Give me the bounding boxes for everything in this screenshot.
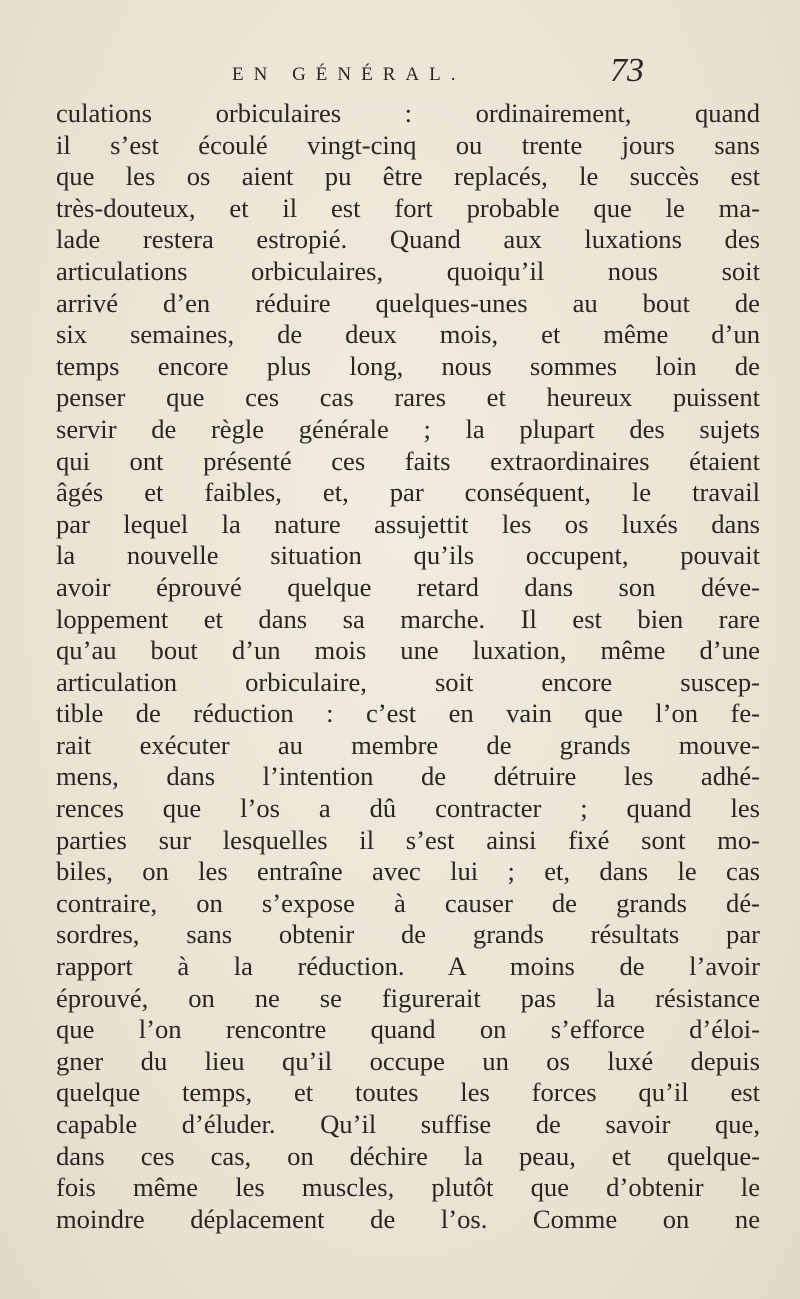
text-line: arrivé d’en réduire quelques-unes au bout de [56,287,760,318]
text-line: que les os aient pu être replacés, le succès est [56,161,760,192]
text-line: la nouvelle situation qu’ils occupent, pouvait [56,540,760,571]
text-line: gner du lieu qu’il occupe un os luxé depuis [56,1045,760,1076]
text-line: dans ces cas, on déchire la peau, et quelque- [56,1140,760,1171]
text-line: contraire, on s’expose à causer de grands dé- [56,887,760,918]
text-line: six semaines, de deux mois, et même d’un [56,319,760,350]
text-line: qu’au bout d’un mois une luxation, même d’une [56,635,760,666]
text-line: loppement et dans sa marche. Il est bien rare [56,603,760,634]
text-line: sordres, sans obtenir de grands résultats par [56,919,760,950]
page-number: 73 [610,52,644,89]
text-line: penser que ces cas rares et heureux puissent [56,382,760,413]
text-line: rait exécuter au membre de grands mouve- [56,729,760,760]
text-line: quelque temps, et toutes les forces qu’il est [56,1077,760,1108]
text-line: tible de réduction : c’est en vain que l’on fe- [56,698,760,729]
text-line: capable d’éluder. Qu’il suffise de savoir que, [56,1109,760,1139]
text-line: par lequel la nature assujettit les os luxés dans [56,508,760,539]
text-line: articulation orbiculaire, soit encore suscep- [56,666,760,697]
text-line: rapport à la réduction. A moins de l’avoir [56,951,760,982]
text-line: éprouvé, on ne se figurerait pas la résistance [56,982,760,1013]
running-head [232,52,644,92]
text-line: mens, dans l’intention de détruire les adhé- [56,761,760,792]
body-text [56,98,760,1235]
text-line: servir de règle générale ; la plupart des sujets [56,413,760,444]
text-line: parties sur lesquelles il s’est ainsi fixé sont mo- [56,824,760,855]
text-line: moindre déplacement de l’os. Comme on ne [56,1203,760,1234]
text-line: culations orbiculaires : ordinairement, quand [56,98,760,128]
running-title: EN GÉNÉRAL. [232,64,466,85]
text-line: articulations orbiculaires, quoiqu’il nous soit [56,255,760,286]
text-line: que l’on rencontre quand on s’efforce d’éloi- [56,1014,760,1045]
text-line: rences que l’os a dû contracter ; quand les [56,793,760,824]
text-line: avoir éprouvé quelque retard dans son déve- [56,571,760,602]
text-line: lade restera estropié. Quand aux luxations des [56,224,760,255]
text-line: biles, on les entraîne avec lui ; et, dans le cas [56,856,760,887]
text-line: temps encore plus long, nous sommes loin de [56,350,760,381]
text-line: âgés et faibles, et, par conséquent, le travail [56,477,760,508]
text-line: qui ont présenté ces faits extraordinaires étaient [56,445,760,476]
text-line: très-douteux, et il est fort probable que le ma- [56,192,760,223]
text-line: il s’est écoulé vingt-cinq ou trente jours sans [56,129,760,160]
text-line: fois même les muscles, plutôt que d’obtenir le [56,1172,760,1203]
